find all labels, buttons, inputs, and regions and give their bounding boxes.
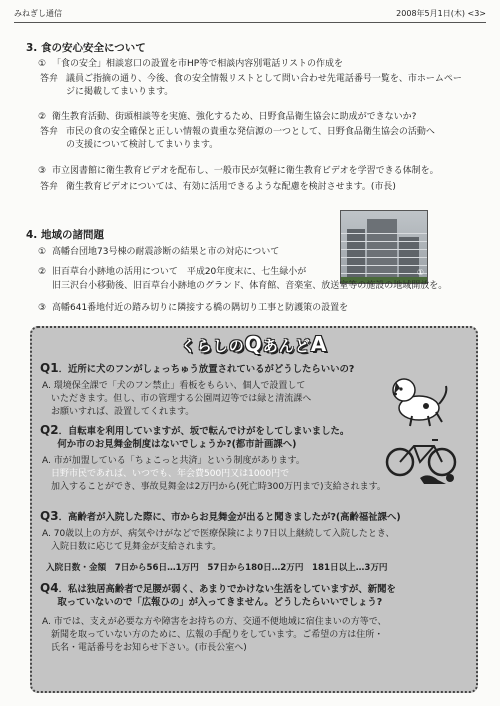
question-text: 「食の安全」相談窓口の設置を市HP等で相談内容別電話リストの作成を	[52, 59, 344, 69]
qa-title: くらしのQあんどA	[180, 332, 328, 356]
question-q4: Q4．私は独居高齢者で足腰が弱く、あまりでかけない生活をしていますが、新聞を	[40, 581, 396, 595]
question-text: 衛生教育活動、街頭相談等を実施、強化するため、日野食品衛生協会に助成ができないか?	[52, 112, 417, 122]
issue-line: 旧百草台小跡地の活用について 平成20年度末に、七生緑小が	[52, 267, 307, 277]
item-number: ②	[38, 112, 47, 122]
dog-illustration-icon	[384, 368, 454, 428]
item-number: ①	[38, 247, 47, 257]
answer-line: A. 市では、支えが必要な方や障害をお持ちの方、交通不便地域に宿住まいの方等で、	[42, 617, 387, 627]
issue-line: 高幡台団地73号棟の耐震診断の結果と市の対応について	[52, 247, 280, 257]
question-q2-line2: 何か市のお見舞金制度はないでしょうか?(都市計画課へ)	[48, 439, 297, 450]
question-text: 市立図書館に衛生教育ビデオを配布し、一般市民が気軽に衛生教育ビデオを学習できる体制を。	[52, 166, 439, 176]
answer-line: いただきます。但し、市の管理する公園周辺等では緑と清流課へ	[42, 394, 312, 404]
item-number: ①	[38, 59, 47, 69]
answer-line: 衛生教育ビデオについては、有効に活用できるような配慮を検討させます。(市長)	[66, 182, 396, 192]
answer-line: 加入することができ、事故見舞金は2万円から(死亡時300万円まで)支給されます。	[42, 482, 386, 492]
answer-tag: 答弁	[40, 127, 59, 137]
answer-line: 氏名・電話番号をお知らせ下さい。(市長公室へ)	[42, 643, 247, 653]
qa-box	[30, 326, 478, 693]
answer-line-highlight: 日野市民であれば、いつでも、年会費500円又は1000円で	[42, 469, 290, 479]
answer-line: A. 70歳以上の方が、病気やけがなどで医療保険により7日以上継続して入院したとき、	[42, 529, 395, 539]
answer-line: ジに掲載してまいります。	[66, 87, 174, 97]
section-4-title: 4. 地域の諸問題	[26, 229, 104, 241]
answer-line: 市民の食の安全確保と正しい情報の貴重な発信源の一つとして、日野食品衛生協会の活動へ	[66, 127, 435, 137]
bicycle-accident-illustration-icon	[384, 428, 464, 486]
answer-line: の支援について検討してまいります。	[66, 140, 219, 150]
header-divider	[14, 22, 486, 23]
item-number: ③	[38, 303, 47, 313]
newsletter-name: みねぎし通信	[14, 9, 62, 18]
answer-tag: 答弁	[40, 74, 59, 84]
issue-date: 2008年5月1日(木) <3>	[396, 9, 486, 18]
answer-tag: 答弁	[40, 182, 59, 192]
answer-line: A. 環境保全課で「犬のフン禁止」看板をもらい、個人で設置して	[42, 381, 306, 391]
item-number: ③	[38, 166, 47, 176]
answer-line: お願いすれば、設置してくれます。	[42, 407, 195, 417]
issue-line: 高幡641番地付近の踏み切りに隣接する橋の隅切り工事と防護策の設置を	[52, 303, 349, 313]
page-header	[14, 8, 486, 20]
answer-line: 新聞を取っていない方のために、広報の手配りをしています。ご希望の方は住所・	[42, 630, 384, 640]
issue-line: 旧三沢台小移動後、旧百草台小跡地のグランド、体育館、音楽室、放送室等の施設の地域開放を。	[52, 281, 448, 291]
photo-number: ①	[416, 268, 424, 277]
apartment-building-photo	[340, 210, 428, 284]
question-q4-line2: 取っていないので「広報ひの」が入ってきません。どうしたらいいでしょう?	[48, 597, 383, 608]
answer-line: 議員ご指摘の通り、今後、食の安全情報リストとして問い合わせ先電話番号一覧を、市ホームペー	[66, 74, 462, 84]
question-q3: Q3．高齢者が入院した際に、市からお見舞金が出ると聞きましたが?(高齢福祉課へ)	[40, 509, 401, 523]
answer-line: A. 市が加盟している「ちょこっと共済」という制度があります。	[42, 456, 305, 466]
section-3-title: 3. 食の安心安全について	[26, 42, 146, 54]
item-number: ②	[38, 267, 47, 277]
question-q1: Q1．近所に犬のフンがしょっちゅう放置されているがどうしたらいいの?	[40, 361, 355, 375]
payment-table: 入院日数・金額 7日から56日…1万円 57日から180日…2万円 181日以上…3万円	[46, 563, 388, 573]
question-q2: Q2．自転車を利用していますが、坂で転んでけがをしてしまいました。	[40, 423, 350, 437]
answer-line: 入院日数に応じて見舞金が支給されます。	[42, 542, 222, 552]
